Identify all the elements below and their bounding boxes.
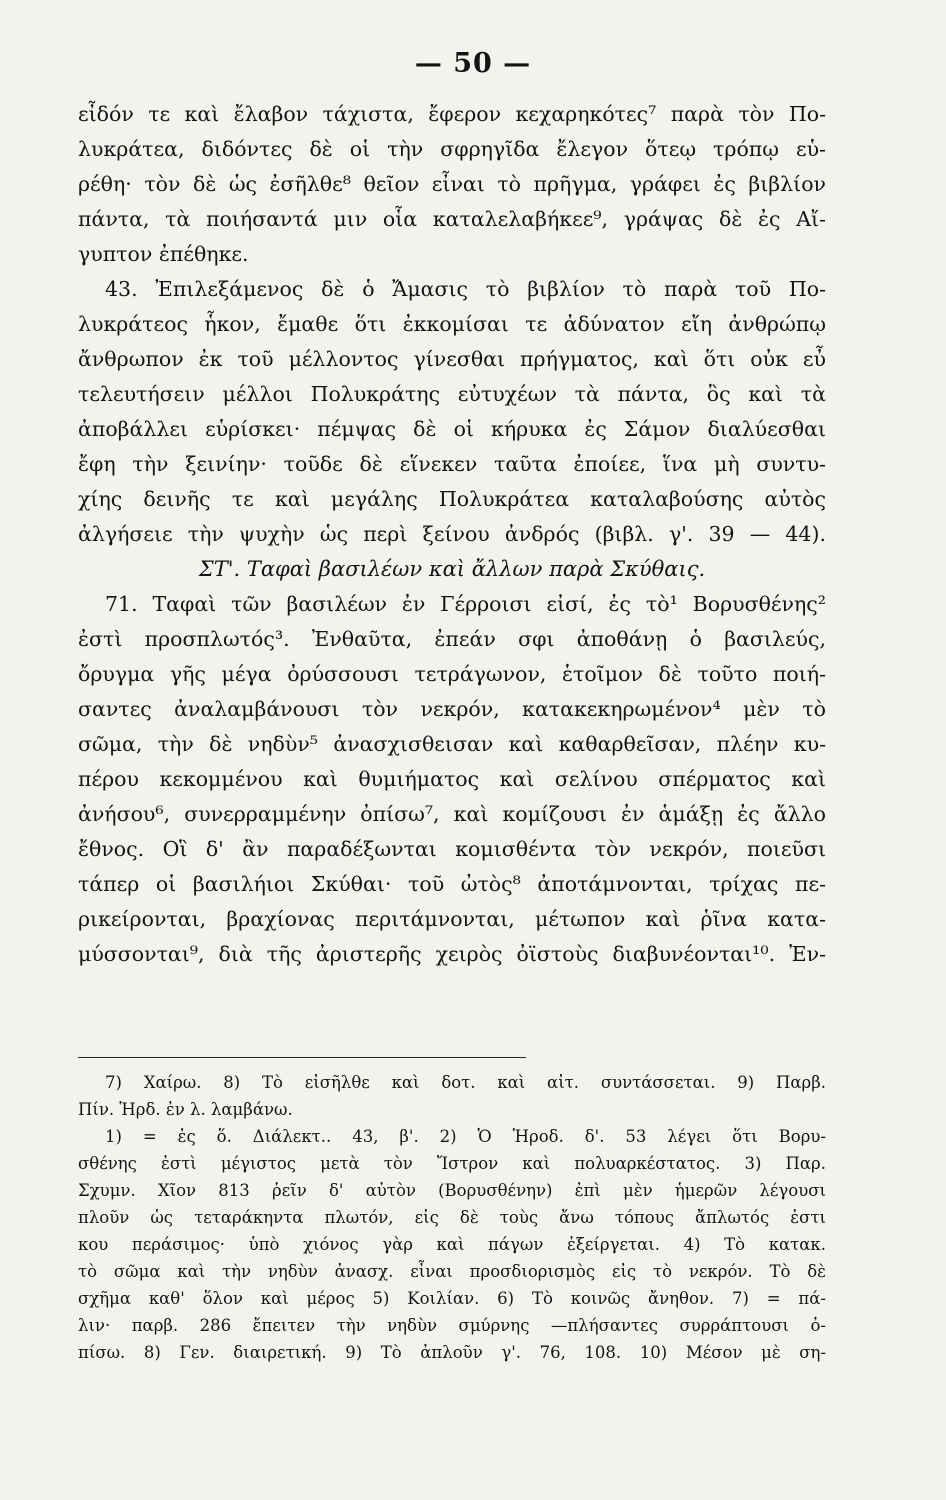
text-line: ρέθη· τὸν δὲ ὡς ἐσῆλθε⁸ θεῖον εἶναι τὸ πρῆγμα, γράφει ἐς βιβλίον <box>78 172 826 196</box>
footnote-line: κου περάσιμος· ὑπὸ χιόνος γὰρ καὶ πάγων ἐξείργεται. 4) Τὸ κατακ. <box>78 1235 826 1254</box>
text-line: πέρου κεκομμένου καὶ θυμιήματος καὶ σελίνου σπέρματος καὶ <box>78 767 826 791</box>
text-line: εἶδόν τε καὶ ἔλαβον τάχιστα, ἔφερον κεχαρηκότες⁷ παρὰ τὸν Πο- <box>78 102 826 126</box>
text-line: σῶμα, τὴν δὲ νηδὺν⁵ ἀνασχισθεισαν καὶ καθαρθεῖσαν, πλέην κυ- <box>78 732 826 756</box>
main-text <box>78 97 826 972</box>
footnote-line: λιν· παρβ. 286 ἔπειτεν τὴν νηδὺν σμύρνης —πλήσαντες συρράπτουσι ὀ- <box>78 1316 826 1335</box>
text-line: ἀνήσου⁶, συνερραμμένην ὀπίσω⁷, καὶ κομίζουσι ἐν ἁμάξῃ ἐς ἄλλο <box>78 802 826 826</box>
footnote-rule <box>78 1057 526 1058</box>
footnote-line: σθένης ἐστὶ μέγιστος μετὰ τὸν Ἴστρον καὶ πολυαρκέστατος. 3) Παρ. <box>78 1154 826 1173</box>
footnote-line: Πίν. Ἡρδ. ἐν λ. λαμβάνω. <box>78 1100 293 1119</box>
footnote-line: σχῆμα καθ' ὅλον καὶ μέρος 5) Κοιλίαν. 6) Τὸ κοινῶς ἄνηθον. 7) = πά- <box>78 1289 826 1308</box>
footnote-line: πίσω. 8) Γεν. διαιρετική. 9) Τὸ ἀπλοῦν γ'. 76, 108. 10) Μέσον μὲ ση- <box>78 1343 826 1362</box>
text-line: χίης δεινῆς τε καὶ μεγάλης Πολυκράτεα καταλαβούσης αὐτὸς <box>78 487 826 511</box>
text-line: σαντες ἀναλαμβάνουσι τὸν νεκρόν, κατακεκηρωμένον⁴ μὲν τὸ <box>78 697 826 721</box>
text-line: ἀποβάλλει εὑρίσκει· πέμψας δὲ οἱ κήρυκα ἐς Σάμον διαλύεσθαι <box>78 417 826 441</box>
text-line: ἔφη τὴν ξεινίην· τοῦδε δὲ εἵνεκεν ταῦτα ἐποίεε, ἵνα μὴ συντυ- <box>78 452 826 476</box>
text-line: πάντα, τὰ ποιήσαντά μιν οἷα καταλελαβήκεε⁹, γράψας δὲ ἐς Αἴ- <box>78 207 826 231</box>
page-number: — 50 — <box>414 48 532 79</box>
text-line: ρικείρονται, βραχίονας περιτάμνονται, μέτωπον καὶ ῥῖνα κατα- <box>78 907 826 931</box>
footnote-line: τὸ σῶμα καὶ τὴν νηδὺν ἀνασχ. εἶναι προσδιορισμὸς εἰς τὸ νεκρόν. Τὸ δὲ <box>78 1262 826 1281</box>
text-line: ἀλγήσειε τὴν ψυχὴν ὡς περὶ ξείνου ἀνδρός (βιβλ. γ'. 39 — 44). <box>78 522 826 546</box>
text-line: τελευτήσειν μέλλοι Πολυκράτης εὐτυχέων τὰ πάντα, ὃς καὶ τὰ <box>78 382 826 406</box>
text-line: μύσσονται⁹, διὰ τῆς ἀριστερῆς χειρὸς ὀϊστοὺς διαβυνέονται¹⁰. Ἐν- <box>78 942 826 966</box>
text-line: λυκράτεος ἧκον, ἔμαθε ὅτι ἐκκομίσαι τε ἀδύνατον εἴη ἀνθρώπῳ <box>78 312 826 336</box>
footnote-line: Σχυμν. Χῖον 813 ῥεῖν δ' αὐτὸν (Βορυσθένην) ἐπὶ μὲν ἡμερῶν λέγουσι <box>78 1181 826 1200</box>
footnote-line: πλοῦν ὡς τεταράκηντα πλωτόν, εἰς δὲ τοὺς ἄνω τόπους ἄπλωτός ἐστι <box>78 1208 826 1227</box>
text-line: τάπερ οἱ βασιλήιοι Σκύθαι· τοῦ ὠτὸς⁸ ἀποτάμνονται, τρίχας πε- <box>78 872 826 896</box>
footnote-line: 7) Χαίρω. 8) Τὸ εἰσῆλθε καὶ δοτ. καὶ αἰτ. συντάσσεται. 9) Παρβ. <box>105 1073 826 1092</box>
text-line: ὄρυγμα γῆς μέγα ὀρύσσουσι τετράγωνον, ἑτοῖμον δὲ τοῦτο ποιή- <box>78 662 826 686</box>
paragraph-71-start: 71. Ταφαὶ τῶν βασιλέων ἐν Γέρροισι εἰσί, ἐς τὸ¹ Βορυσθένης² <box>105 592 826 616</box>
text-line: ἔθνος. Οἳ δ' ἂν παραδέξωνται κομισθέντα τὸν νεκρόν, ποιεῦσι <box>78 837 826 861</box>
footnote-line: 1) = ἐς ὅ. Διάλεκτ.. 43, β'. 2) Ὁ Ἡροδ. δ'. 53 λέγει ὅτι Βορυ- <box>105 1127 826 1146</box>
footnotes <box>78 1069 826 1366</box>
text-line: γυπτον ἐπέθηκε. <box>78 242 249 266</box>
text-line: λυκράτεα, διδόντες δὲ οἱ τὴν σφρηγῖδα ἔλεγον ὅτεῳ τρόπῳ εὑ- <box>78 137 826 161</box>
paragraph-43-start: 43. Ἐπιλεξάμενος δὲ ὁ Ἄμασις τὸ βιβλίον τὸ παρὰ τοῦ Πο- <box>105 277 826 301</box>
text-line: ἐστὶ προσπλωτός³. Ἐνθαῦτα, ἐπεάν σφι ἀποθάνῃ ὁ βασιλεύς, <box>78 627 826 651</box>
text-line: ἄνθρωπον ἐκ τοῦ μέλλοντος γίνεσθαι πρήγματος, καὶ ὅτι οὐκ εὖ <box>78 347 826 371</box>
section-heading: ΣΤ'. Ταφαὶ βασιλέων καὶ ἄλλων παρὰ Σκύθαις. <box>198 557 706 581</box>
